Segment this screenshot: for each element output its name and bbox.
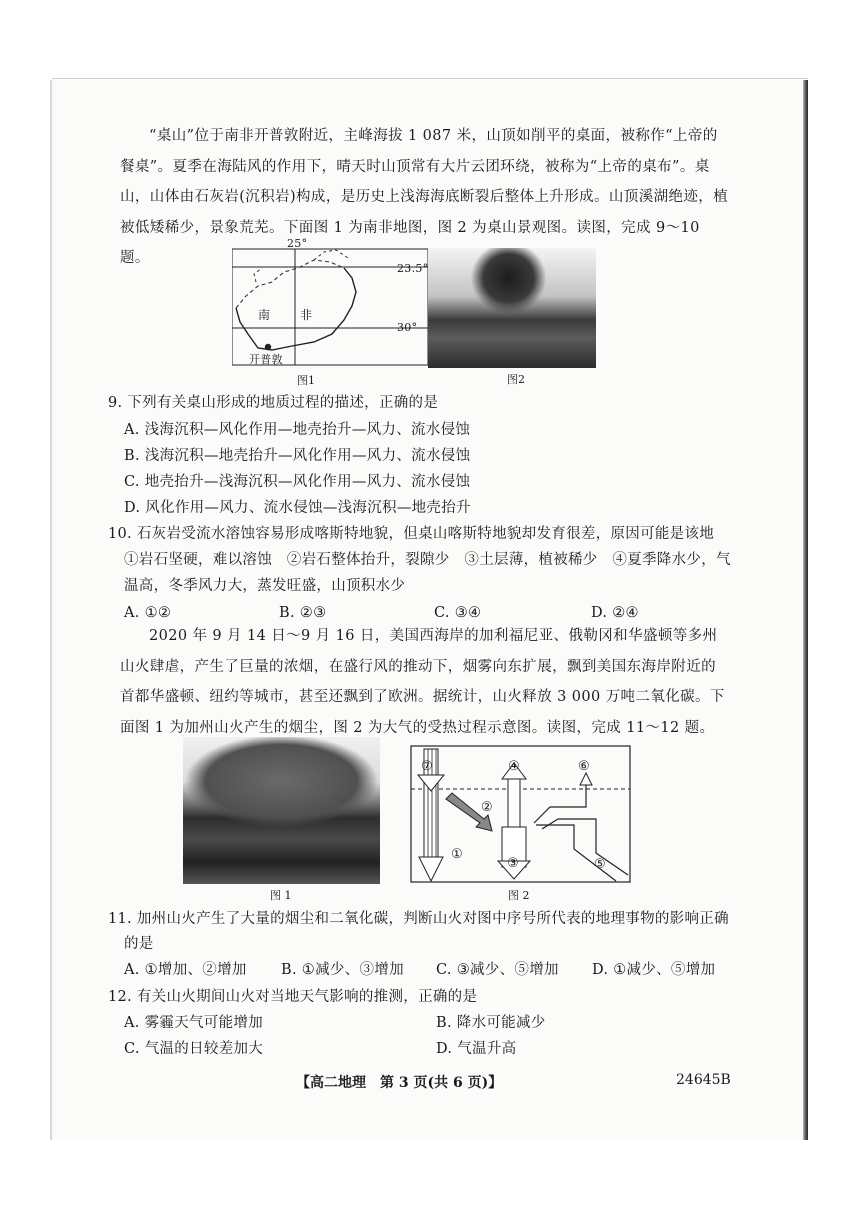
diagram-label-7: ⑦	[421, 759, 433, 774]
question-9-option-b: B. 浅海沉积—地壳抬升—风化作用—风力、流水侵蚀	[124, 448, 471, 464]
question-10-option-a: A. ①②	[124, 605, 172, 621]
question-10-option-d: D. ②④	[591, 605, 639, 621]
question-9-option-a: A. 浅海沉积—风化作用—地壳抬升—风力、流水侵蚀	[124, 422, 471, 438]
question-12-option-b: B. 降水可能减少	[436, 1015, 546, 1031]
question-11-option-a: A. ①增加、②增加	[124, 962, 247, 978]
map-label-nan: 南	[258, 308, 271, 322]
table-mountain-photo	[428, 248, 596, 368]
question-12-option-d: D. 气温升高	[436, 1041, 517, 1057]
question-12-stem: 12. 有关山火期间山火对当地天气影响的推测，正确的是	[108, 989, 478, 1005]
figure-smoke-caption: 图 1	[270, 889, 292, 902]
diagram-label-4: ④	[508, 759, 520, 774]
figure-diagram-caption: 图 2	[508, 889, 530, 902]
map-tropic-label: 23.5°	[397, 262, 429, 275]
question-11-option-c: C. ③减少、⑤增加	[436, 962, 559, 978]
question-12-option-a: A. 雾霾天气可能增加	[124, 1015, 263, 1031]
page-left-edge	[50, 80, 52, 1140]
question-11-stem-line-1: 11. 加州山火产生了大量的烟尘和二氧化碳，判断山火对图中序号所代表的地理事物的影响正确	[108, 911, 729, 927]
diagram-label-2: ②	[481, 800, 493, 815]
page-footer: 【高二地理 第 3 页(共 6 页)】	[296, 1075, 503, 1091]
question-10-stem: 10. 石灰岩受流水溶蚀容易形成喀斯特地貌，但桌山喀斯特地貌却发育很差，原因可能是该地	[108, 526, 715, 542]
question-12-option-c: C. 气温的日较差加大	[124, 1041, 264, 1057]
question-11-stem-line-2: 的是	[124, 936, 154, 952]
question-9-stem: 9. 下列有关桌山形成的地质过程的描述，正确的是	[108, 395, 439, 411]
page-right-edge	[803, 80, 808, 1140]
map-city-label: 开普敦	[249, 353, 283, 366]
question-10-statements-line-2: 温高，冬季风力大，蒸发旺盛，山顶积水少	[124, 578, 406, 594]
coastline	[236, 268, 356, 350]
exam-code: 24645B	[676, 1072, 731, 1088]
question-11-option-d: D. ①减少、⑤增加	[592, 962, 716, 978]
intro-paragraph-2: 2020 年 9 月 14 日～9 月 16 日，美国西海岸的加利福尼亚、俄勒冈和华盛顿等多州山火肆虐，产生了巨量的浓烟，在盛行风的推动下，烟雾向东扩展，飘到美国东海岸附近的首都华盛顿、纽约等城市，甚至还飘到了欧洲。据统计，山火释放 3 000 万吨二氧化碳。下面图 1 为加州山火产生的烟尘，图 2 为大气的受热过程示意图。读图，完成 11～12 题。	[120, 628, 725, 736]
question-9-option-d: D. 风化作用—风力、流水侵蚀—浅海沉积—地壳抬升	[124, 500, 471, 516]
wildfire-smoke-photo	[183, 737, 380, 884]
map-longitude-label: 25°	[287, 237, 308, 250]
diagram-label-1: ①	[451, 847, 463, 862]
diagram-label-6: ⑥	[578, 759, 590, 774]
figure-2-caption: 图2	[507, 373, 525, 386]
map-latitude-30-label: 30°	[397, 321, 418, 334]
diagram-label-3: ③	[507, 856, 519, 871]
question-10-statements-line-1: ①岩石坚硬，难以溶蚀 ②岩石整体抬升，裂隙少 ③土层薄，植被稀少 ④夏季降水少，气	[124, 552, 731, 568]
question-11-option-b: B. ①减少、③增加	[281, 962, 404, 978]
question-10-option-c: C. ③④	[434, 605, 482, 621]
question-10-option-b: B. ②③	[279, 605, 327, 621]
figure-1-caption: 图1	[297, 374, 315, 387]
diagram-label-5: ⑤	[594, 857, 606, 872]
map-label-fei: 非	[300, 308, 313, 322]
question-9-option-c: C. 地壳抬升—浅海沉积—风化作用—风力、流水侵蚀	[124, 474, 471, 490]
intro-paragraph-1: “桌山”位于南非开普敦附近，主峰海拔 1 087 米，山顶如削平的桌面，被称作“上帝的餐桌”。夏季在海陆风的作用下，晴天时山顶常有大片云团环绕，被称为“上帝的桌布”。桌山，山体由石灰岩(沉积岩)构成，是历史上浅海海底断裂后整体上升形成。山顶溪湖绝迹，植被低矮稀少，景象荒芜。下面图 1 为南非地图，图 2 为桌山景观图。读图，完成 9～10 题。	[120, 128, 729, 266]
